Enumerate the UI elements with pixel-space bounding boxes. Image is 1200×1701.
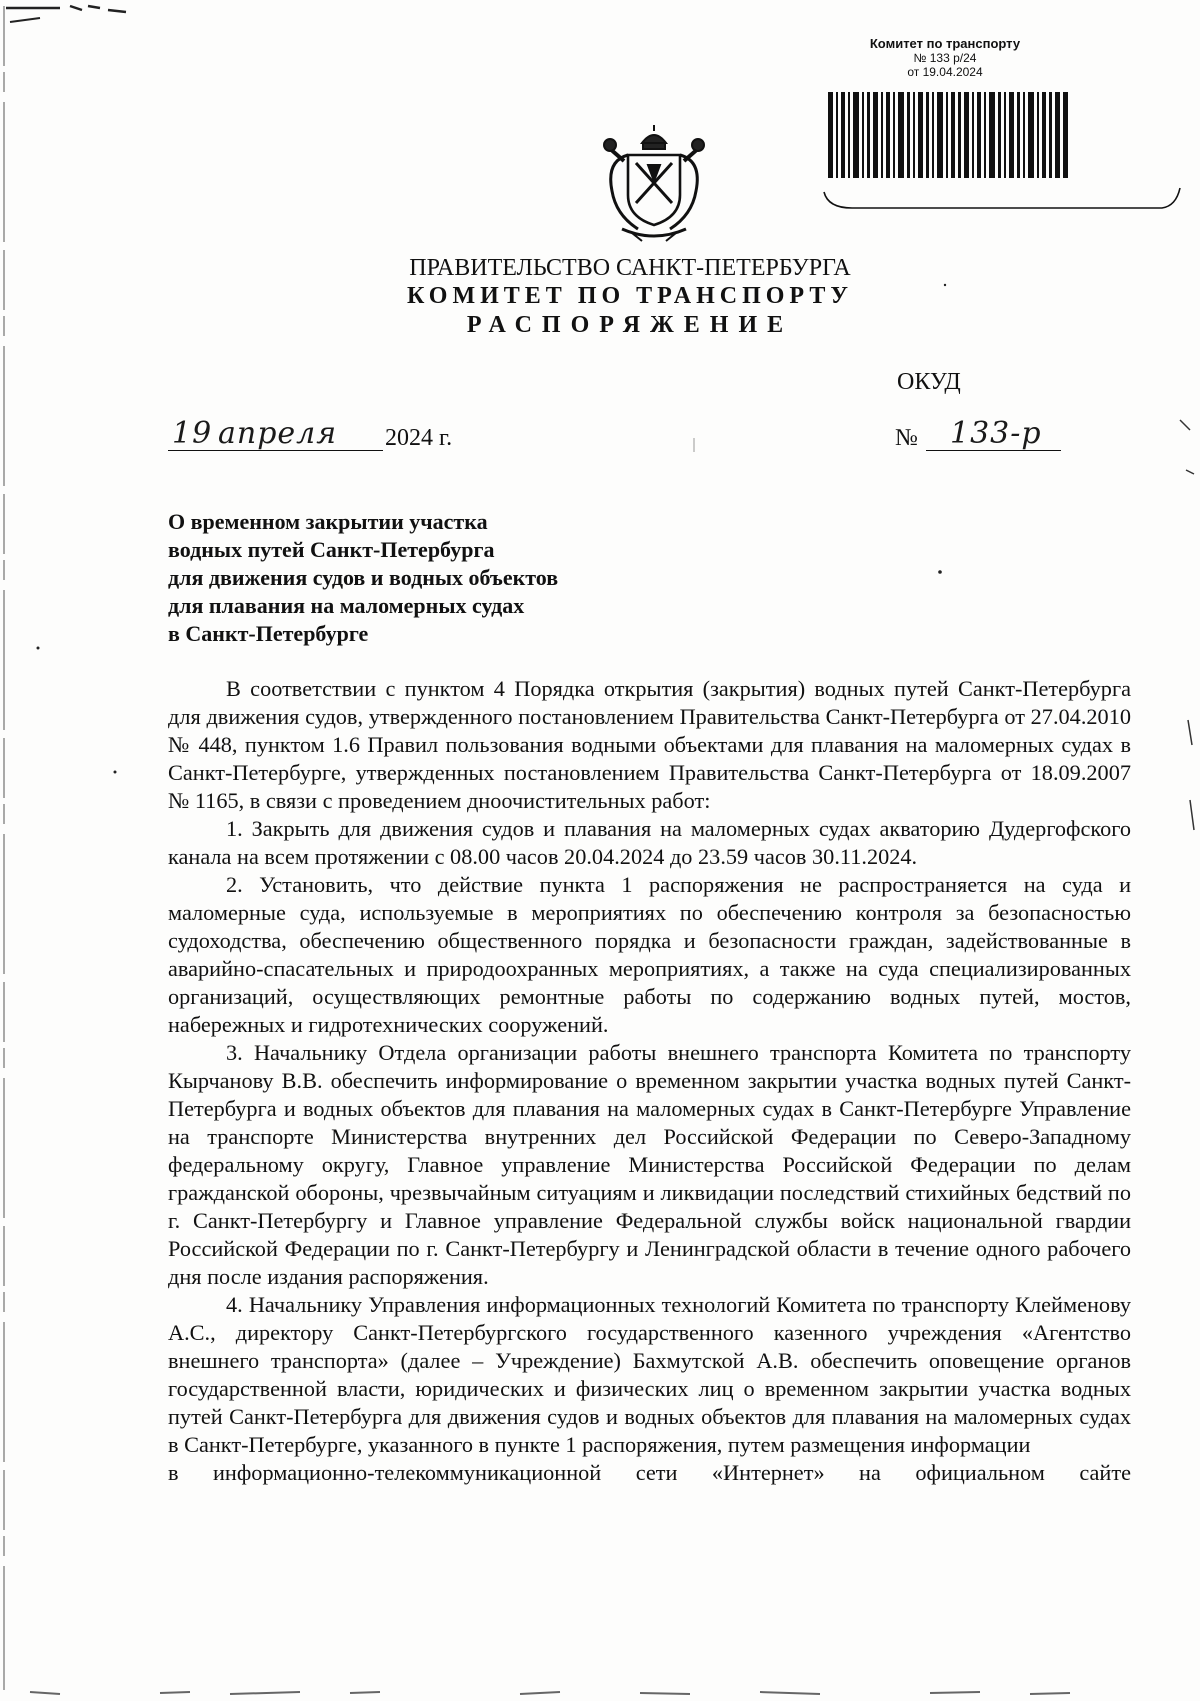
number-field	[926, 416, 1061, 451]
preamble-paragraph: В соответствии с пунктом 4 Порядка открытия (закрытия) водных путей Санкт-Петербурга для движения судов, утвержденного постановлением Правительства Санкт-Петербурга от 27.04.2010 № 448, пунктом 1.6 Правил пользования водными объектами для плавания на маломерных судах в Санкт-Петербурге, утвержденных постановлением Правительства Санкт-Петербурга от 18.09.2007 № 1165, в связи с проведением дноочистительных работ:	[168, 676, 1131, 813]
coat-of-arms-emblem	[598, 125, 710, 245]
item-2-paragraph: 2. Установить, что действие пункта 1 распоряжения не распространяется на суда и маломерные суда, используемые в мероприятиях по обеспечению контроля за безопасностью судоходства, обеспечению общественного порядка и безопасности граждан, задействованные в аварийно-спасательных и природоохранных мероприятиях, а также на суда специализированных организаций, осуществляющих ремонтные работы по содержанию водных путей, мостов, набережных и гидротехнических сооружений.	[168, 872, 1131, 1037]
item-4-continuation: в информационно-телекоммуникационной сети «Интернет» на официальном сайте	[168, 1460, 1131, 1485]
item-1-paragraph: 1. Закрыть для движения судов и плавания на маломерных судах акваторию Дудергофского канала на всем протяжении с 08.00 часов 20.04.2024 до 23.59 часов 30.11.2024.	[168, 816, 1131, 869]
okud-label: ОКУД	[897, 369, 961, 395]
number-handwritten: 133-р	[950, 416, 1042, 451]
date-year: 2024 г.	[385, 425, 453, 451]
subject-line: О временном закрытии участка	[168, 509, 488, 534]
document-type-heading: РАСПОРЯЖЕНИЕ	[466, 312, 794, 338]
item-4-paragraph: 4. Начальнику Управления информационных технологий Комитета по транспорту Клейменову А.С., директору Санкт-Петербургского государственного казенного учреждения «Агентство внешнего транспорта» (далее – Учреждение) Бахмутской А.В. обеспечить оповещение органов государственной власти, юридических и физических лиц о временном закрытии участка водных путей Санкт-Петербурга для движения судов и водных объектов для плавания на маломерных судах в Санкт-Петербурге, указанного в пункте 1 распоряжения, путем размещения информации	[168, 1292, 1131, 1457]
item-3-paragraph: 3. Начальнику Отдела организации работы внешнего транспорта Комитета по транспорту Кырчанову В.В. обеспечить информирование о временном закрытии участка водных путей Санкт-Петербурга и водных объектов для плавания на маломерных судах в Санкт-Петербурге Управление на транспорте Министерства внутренних дел Российской Федерации по Северо-Западному федеральному округу, Главное управление Министерства Российской Федерации по делам гражданской обороны, чрезвычайным ситуациям и ликвидации последствий стихийных бедствий по г. Санкт-Петербургу и Главное управление Федеральной службы войск национальной гвардии Российской Федерации по г. Санкт-Петербургу и Ленинградской области в течение одного рабочего дня после издания распоряжения.	[168, 1040, 1131, 1289]
subject-line: водных путей Санкт-Петербурга	[168, 537, 495, 562]
government-heading: ПРАВИТЕЛЬСТВО САНКТ-ПЕТЕРБУРГА	[409, 255, 851, 281]
number-sign: №	[895, 425, 918, 451]
stamp-number: № 133 р/24	[913, 51, 977, 65]
barcode	[828, 92, 1068, 178]
page-cut-line	[168, 1459, 1131, 1487]
stamp-committee: Комитет по транспорту	[869, 36, 1021, 51]
document-body	[168, 675, 1131, 1487]
date-day-handwritten: 19	[172, 416, 213, 451]
date-month-handwritten: апреля	[218, 416, 338, 451]
document-subject	[168, 508, 728, 648]
committee-heading: КОМИТЕТ ПО ТРАНСПОРТУ	[407, 283, 853, 309]
registration-stamp	[820, 36, 1070, 79]
stamp-underline	[822, 186, 1184, 216]
date-field	[168, 416, 383, 451]
subject-line: для плавания на маломерных судах	[168, 593, 525, 618]
subject-line: для движения судов и водных объектов	[168, 565, 559, 590]
subject-line: в Санкт-Петербурге	[168, 621, 369, 646]
stamp-date: от 19.04.2024	[907, 65, 983, 79]
